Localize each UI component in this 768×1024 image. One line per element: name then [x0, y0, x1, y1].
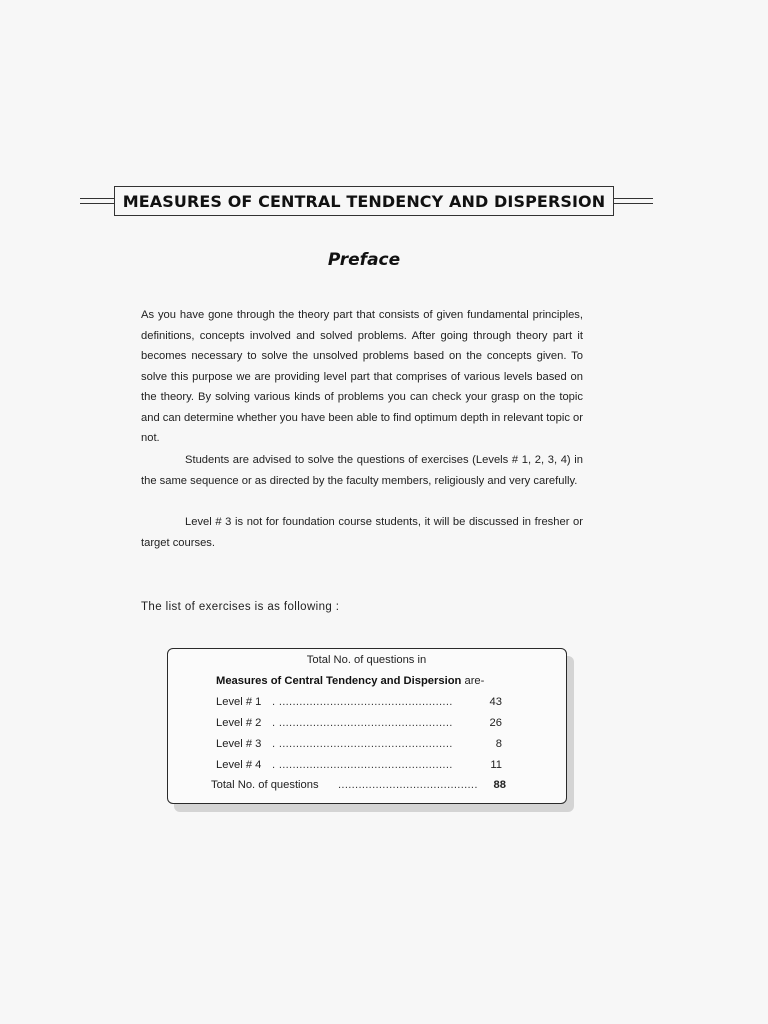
preface-heading: Preface	[327, 250, 401, 270]
title-rule-left	[80, 198, 116, 204]
total-dots: .........................................	[338, 779, 478, 791]
exercise-summary-box	[167, 648, 567, 804]
summary-heading-line2	[216, 675, 484, 687]
title-rule-right	[613, 198, 653, 204]
level-4-count: 11	[490, 759, 502, 771]
preface-heading-row	[0, 250, 728, 270]
summary-topic: Measures of Central Tendency and Dispersion	[216, 675, 462, 687]
paragraph-2: Students are advised to solve the questions of exercises (Levels # 1, 2, 3, 4) in the same sequence or as directed by the faculty members, religiously and very carefully.	[141, 454, 583, 487]
level-3-dots: . ...................................................	[272, 738, 453, 750]
paragraph-3: Level # 3 is not for foundation course students, it will be discussed in fresher or target courses.	[141, 516, 583, 549]
level-4-label: Level # 4	[216, 759, 262, 771]
level-4-dots: . ...................................................	[272, 759, 453, 771]
total-count: 88	[493, 779, 506, 791]
level-1-dots: . ...................................................	[272, 696, 453, 708]
level-1-count: 43	[489, 696, 502, 708]
total-label: Total No. of questions	[211, 779, 319, 791]
summary-heading-suffix: are-	[461, 675, 485, 687]
level-2-label: Level # 2	[216, 717, 262, 729]
chapter-title: MEASURES OF CENTRAL TENDENCY AND DISPERSION	[122, 191, 606, 211]
level-3-count: 8	[495, 738, 502, 750]
level-2-count: 26	[489, 717, 502, 729]
list-intro: The list of exercises is as following :	[141, 601, 340, 613]
level-2-dots: . ...................................................	[272, 717, 453, 729]
paragraph-1: As you have gone through the theory part that consists of given fundamental principles, definitions, concepts involved and solved problems. After going through theory part it becomes necessary to solve the unsolved problems based on the concepts given. To solve this purpose we are providing level part that comprises of various levels based on the theory. By solving various kinds of problems you can check your grasp on the topic and can determine whether you have been able to find optimum depth in relevant topic or not.	[141, 309, 583, 444]
summary-heading-line1: Total No. of questions in	[306, 654, 427, 666]
level-3-label: Level # 3	[216, 738, 262, 750]
level-1-label: Level # 1	[216, 696, 262, 708]
chapter-title-box	[114, 186, 614, 216]
